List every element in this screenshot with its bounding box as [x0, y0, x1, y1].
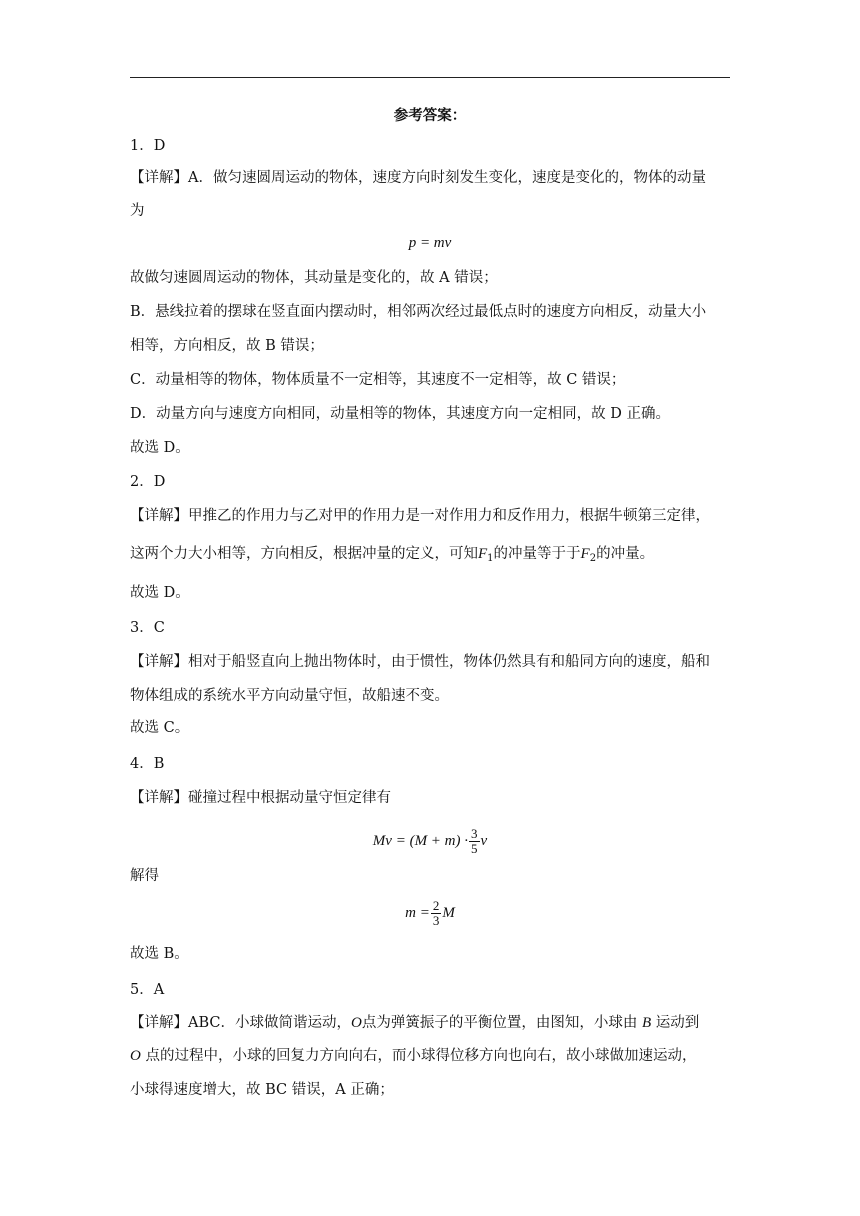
q4-text-line1: 【详解】碰撞过程中根据动量守恒定律有 — [130, 790, 391, 806]
q5-text-d: 点的过程中，小球的回复力方向向右，而小球得位移方向也向右，故小球做加速运动， — [145, 1048, 697, 1064]
q2-text-b: 的冲量等于于 — [493, 546, 581, 562]
q2-number: 2．D — [130, 474, 166, 490]
q3-number: 3．C — [130, 620, 165, 636]
f1-subscript: 1 — [487, 553, 494, 564]
page-title: 参考答案： — [393, 107, 467, 124]
q1-formula: p = mv — [408, 235, 452, 251]
q4-text-line2: 解得 — [130, 868, 159, 884]
f2-symbol: F — [580, 546, 590, 562]
eq1-denominator: 5 — [471, 841, 478, 857]
q5-number: 5．A — [130, 982, 165, 998]
q3-text-line1: 【详解】相对于船竖直向上抛出物体时，由于惯性，物体仍然具有和船同方向的速度，船和 — [130, 654, 710, 670]
eq2-numerator: 2 — [432, 898, 440, 914]
q5-text-c: 运动到 — [655, 1015, 700, 1031]
f2-subscript: 2 — [589, 553, 597, 564]
eq1-left: Mv = (M + m) · — [372, 833, 469, 849]
eq2-right: M — [442, 905, 455, 921]
eq1-numerator: 3 — [471, 826, 478, 842]
point-b-label: B — [641, 1015, 652, 1031]
q1-text-line5: 相等，方向相反，故 B 错误； — [130, 338, 324, 354]
q1-text-line6: C．动量相等的物体，物体质量不一定相等，其速度不一定相等，故 C 错误； — [130, 372, 626, 388]
f1-symbol: F — [478, 546, 488, 562]
q5-text-a: 【详解】ABC．小球做简谐运动， — [130, 1015, 351, 1031]
q2-text-c: 的冲量。 — [596, 546, 655, 562]
q3-text-line2: 物体组成的系统水平方向动量守恒，故船速不变。 — [130, 688, 449, 704]
point-o-label-2: O — [130, 1048, 141, 1064]
q1-text-line4: B．悬线拉着的摆球在竖直面内摆动时，相邻两次经过最低点时的速度方向相反，动量大小 — [130, 304, 707, 320]
q4-number: 4．B — [130, 756, 165, 772]
q1-text-line1: 【详解】A．做匀速圆周运动的物体，速度方向时刻发生变化，速度是变化的，物体的动量 — [130, 170, 706, 186]
point-o-label: O — [351, 1015, 362, 1031]
q2-text-line1: 【详解】甲推乙的作用力与乙对甲的作用力是一对作用力和反作用力，根据牛顿第三定律， — [130, 508, 710, 524]
q1-choice: 故选 D。 — [130, 440, 190, 456]
q2-text-a: 这两个力大小相等，方向相反，根据冲量的定义，可知 — [130, 546, 478, 562]
q1-text-line3: 故做匀速圆周运动的物体，其动量是变化的，故 A 错误； — [130, 270, 498, 286]
q5-text-line1 — [130, 1013, 699, 1033]
q5-text-line2 — [130, 1046, 696, 1066]
q4-choice: 故选 B。 — [130, 946, 189, 962]
q4-equation-1 — [130, 824, 730, 858]
eq1-right: v — [480, 833, 488, 849]
q1-text-line7: D．动量方向与速度方向相同，动量相等的物体，其速度方向一定相同，故 D 正确。 — [130, 406, 670, 422]
q3-choice: 故选 C。 — [130, 720, 190, 736]
q5-text-line3: 小球得速度增大，故 BC 错误，A 正确； — [130, 1082, 394, 1098]
q1-text-line2: 为 — [130, 203, 145, 219]
eq2-fraction — [431, 899, 442, 928]
q5-text-b: 点为弹簧振子的平衡位置，由图知，小球由 — [361, 1015, 638, 1031]
q2-text-line2 — [130, 544, 654, 569]
eq2-left: m = — [405, 905, 430, 921]
q4-equation-2 — [130, 896, 730, 930]
eq2-denominator: 3 — [432, 913, 440, 929]
q1-number: 1．D — [130, 138, 166, 154]
eq1-fraction — [469, 827, 480, 856]
q2-choice: 故选 D。 — [130, 585, 190, 601]
header-rule — [130, 77, 730, 78]
